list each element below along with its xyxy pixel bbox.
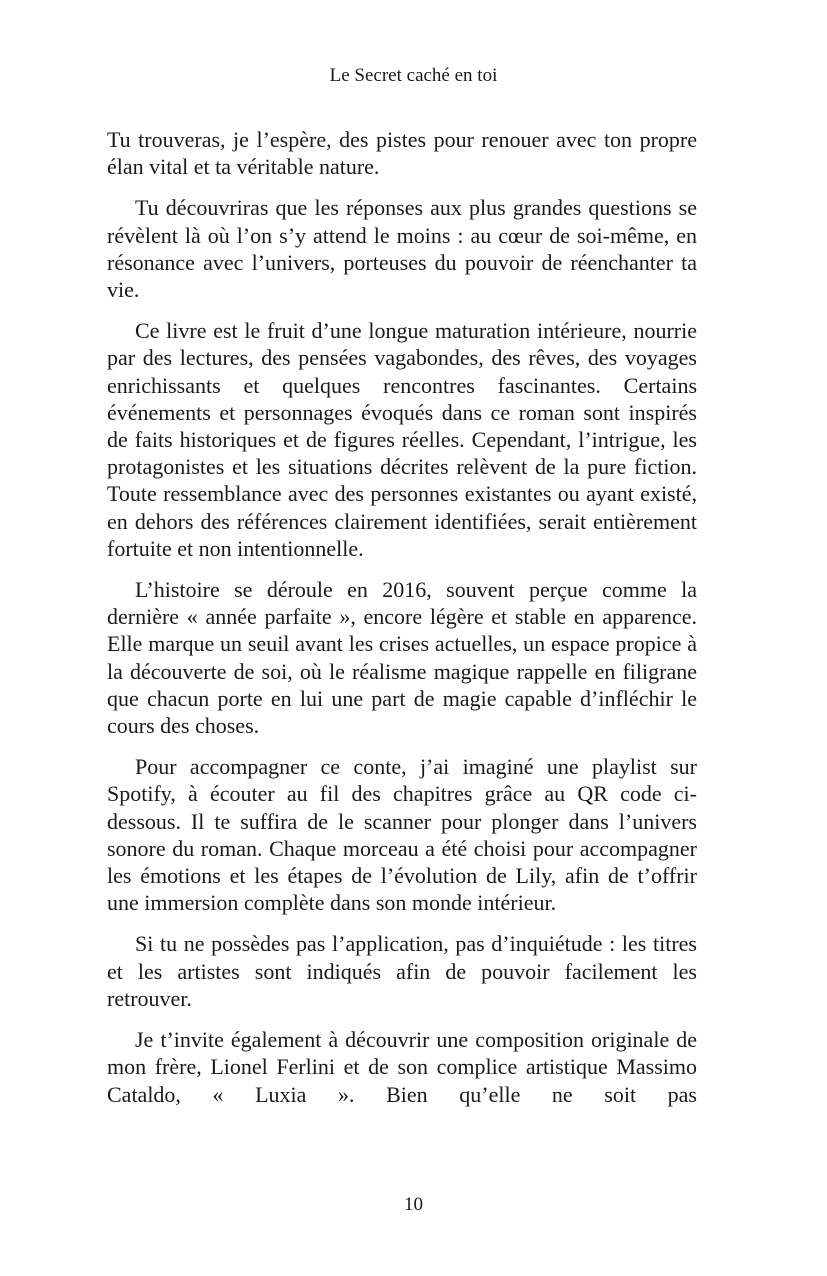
paragraph-3: Ce livre est le fruit d’une longue maturation intérieure, nourrie par des lectures, des pensées vagabondes, des rêves, des voyages enrichissants et quelques rencontres fascinantes. Certains événements et personnages évoqués dans ce roman sont inspirés de faits historiques et de figures réelles. Cependant, l’intrigue, les protagonistes et les situations décrites relèvent de la pure fiction. Toute ressemblance avec des personnes existantes ou ayant existé, en dehors des références clairement identifiées, serait entièrement fortuite et non intentionnelle. [107, 318, 697, 561]
paragraph-4: L’histoire se déroule en 2016, souvent perçue comme la dernière « année parfaite », encore légère et stable en apparence. Elle marque un seuil avant les crises actuelles, un espace propice à la découverte de soi, où le réalisme magique rappelle en filigrane que chacun porte en lui une part de magie capable d’infléchir le cours des choses. [107, 577, 697, 739]
running-header-title: Le Secret caché en toi [329, 65, 498, 86]
paragraph-1: Tu trouveras, je l’espère, des pistes pour renouer avec ton propre élan vital et ta véritable nature. [107, 127, 697, 180]
page-number: 10 [404, 1194, 423, 1215]
body-text [107, 126, 697, 1108]
paragraph-7: Je t’invite également à découvrir une composition originale de mon frère, Lionel Ferlini et de son complice artistique Massimo Cataldo, « Luxia ». Bien qu’elle ne soit pas [107, 1027, 697, 1107]
paragraph-2: Tu découvriras que les réponses aux plus grandes questions se révèlent là où l’on s’y attend le moins : au cœur de soi-même, en résonance avec l’univers, porteuses du pouvoir de réenchanter ta vie. [107, 195, 697, 303]
paragraph-6: Si tu ne possèdes pas l’application, pas d’inquiétude : les titres et les artistes sont indiqués afin de pouvoir facilement les retrouver. [107, 931, 697, 1011]
paragraph-5: Pour accompagner ce conte, j’ai imaginé une playlist sur Spotify, à écouter au fil des chapitres grâce au QR code ci-dessous. Il te suffira de le scanner pour plonger dans l’univers sonore du roman. Chaque morceau a été choisi pour accompagner les émotions et les étapes de l’évolution de Lily, afin de t’offrir une immersion complète dans son monde intérieur. [107, 754, 697, 916]
